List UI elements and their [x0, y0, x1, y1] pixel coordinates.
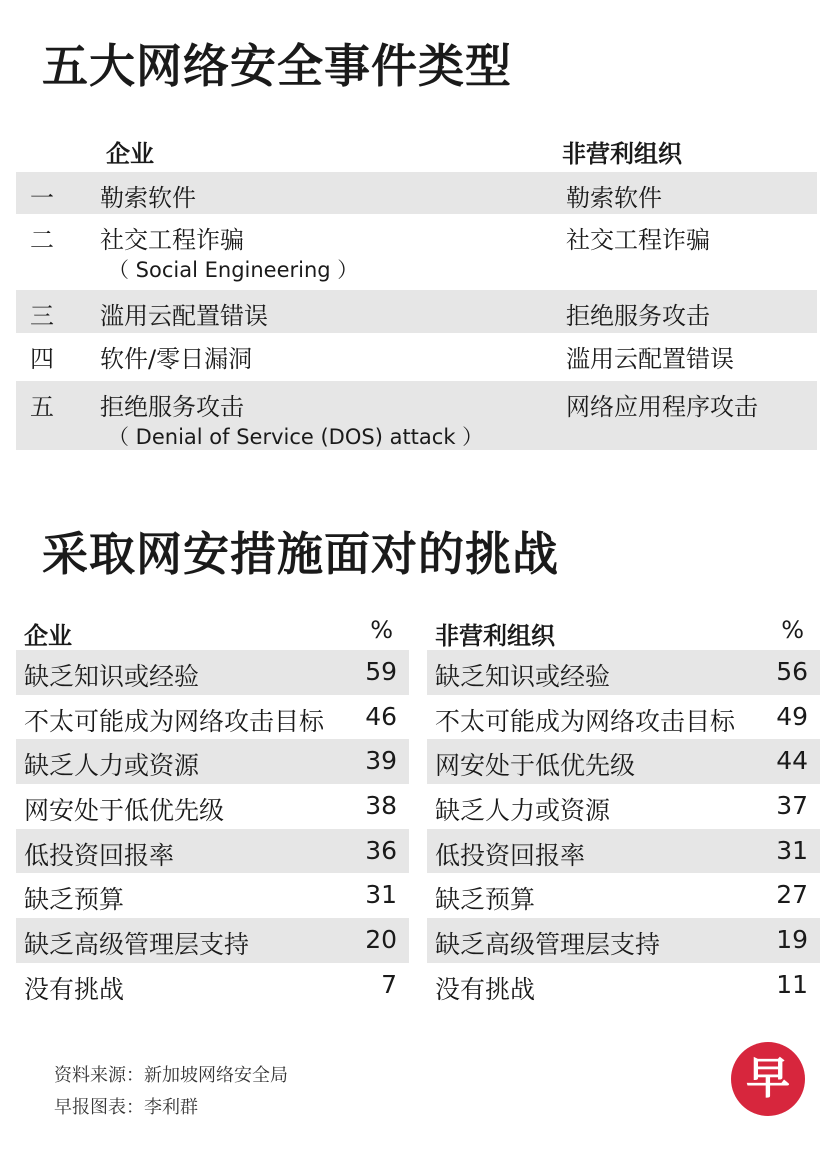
challenge-value: 44 — [776, 746, 808, 776]
table-row — [427, 695, 820, 740]
enterprise-incident-english: （ Social Engineering ） — [108, 258, 359, 282]
challenges-table-enterprise — [16, 614, 409, 1008]
col-header-nonprofit: 非营利组织 — [562, 140, 682, 168]
table-header — [427, 614, 820, 650]
challenge-value: 20 — [365, 925, 397, 955]
table-row — [427, 829, 820, 874]
header-label: 企业 — [24, 622, 72, 650]
challenge-label: 低投资回报率 — [435, 840, 586, 870]
table-row — [16, 963, 409, 1008]
challenge-value: 31 — [776, 835, 808, 865]
challenge-value: 59 — [365, 657, 397, 686]
table-row — [16, 739, 409, 784]
credit-note: 早报图表：李利群 — [54, 1097, 198, 1118]
challenge-label: 网安处于低优先级 — [435, 751, 636, 781]
table-row — [427, 784, 820, 829]
col-header-enterprise: 企业 — [106, 140, 154, 168]
nonprofit-incident: 社交工程诈骗 — [566, 226, 710, 254]
table-row — [427, 873, 820, 918]
challenge-value: 27 — [776, 880, 808, 910]
challenge-label: 缺乏高级管理层支持 — [435, 930, 661, 960]
challenge-label: 不太可能成为网络攻击目标 — [435, 706, 736, 736]
rank-label: 五 — [30, 393, 54, 421]
enterprise-incident: 社交工程诈骗 — [100, 226, 244, 254]
challenge-value: 46 — [365, 701, 397, 731]
source-note: 资料来源：新加坡网络安全局 — [54, 1065, 288, 1086]
challenge-label: 缺乏人力或资源 — [24, 751, 200, 781]
table-row — [16, 829, 409, 874]
challenge-value: 7 — [381, 969, 397, 999]
enterprise-incident: 滥用云配置错误 — [100, 302, 268, 330]
challenge-value: 49 — [776, 701, 808, 731]
rank-label: 一 — [30, 184, 54, 212]
challenge-value: 38 — [365, 791, 397, 821]
table-row — [427, 963, 820, 1008]
challenge-label: 缺乏高级管理层支持 — [24, 930, 250, 960]
enterprise-incident: 拒绝服务攻击 — [100, 393, 244, 421]
incident-row — [16, 290, 817, 333]
incident-row — [16, 381, 817, 450]
challenges-table-nonprofit — [427, 614, 820, 1008]
challenge-value: 31 — [365, 880, 397, 910]
table-row — [16, 784, 409, 829]
challenge-label: 网安处于低优先级 — [24, 796, 225, 826]
percent-label: % — [781, 616, 804, 644]
enterprise-incident: 勒索软件 — [100, 184, 196, 212]
page-title-incident-types: 五大网络安全事件类型 — [42, 39, 512, 93]
rank-label: 四 — [30, 345, 54, 373]
table-row — [427, 650, 820, 695]
table-row — [16, 650, 409, 695]
nonprofit-incident: 拒绝服务攻击 — [566, 302, 710, 330]
challenge-value: 37 — [776, 791, 808, 821]
challenge-value: 11 — [776, 969, 808, 999]
section-title-challenges: 采取网安措施面对的挑战 — [42, 527, 559, 581]
incident-row — [16, 172, 817, 214]
percent-label: % — [370, 616, 393, 644]
table-row — [427, 918, 820, 963]
table-header — [16, 614, 409, 650]
enterprise-incident: 软件/零日漏洞 — [100, 345, 253, 373]
rank-label: 二 — [30, 226, 54, 254]
nonprofit-incident: 网络应用程序攻击 — [566, 393, 758, 421]
challenge-label: 缺乏知识或经验 — [24, 662, 200, 691]
challenge-label: 缺乏预算 — [435, 885, 536, 915]
challenge-value: 56 — [776, 657, 808, 686]
challenge-value: 36 — [365, 835, 397, 865]
table-row — [16, 695, 409, 740]
challenge-label: 没有挑战 — [24, 974, 125, 1004]
incident-row — [16, 333, 817, 381]
challenge-label: 没有挑战 — [435, 974, 536, 1004]
table-row — [16, 873, 409, 918]
enterprise-incident-english: （ Denial of Service (DOS) attack ） — [108, 425, 484, 449]
challenge-label: 不太可能成为网络攻击目标 — [24, 706, 325, 736]
rank-label: 三 — [30, 302, 54, 330]
nonprofit-incident: 勒索软件 — [566, 184, 662, 212]
challenge-label: 缺乏预算 — [24, 885, 125, 915]
table-row — [427, 739, 820, 784]
nonprofit-incident: 滥用云配置错误 — [566, 345, 734, 373]
header-label: 非营利组织 — [435, 622, 555, 650]
incident-row — [16, 214, 817, 290]
challenge-value: 19 — [776, 925, 808, 955]
zaobao-logo-icon: 早 — [731, 1042, 805, 1116]
challenge-value: 39 — [365, 746, 397, 776]
table-row — [16, 918, 409, 963]
challenge-label: 缺乏知识或经验 — [435, 662, 611, 691]
challenge-label: 缺乏人力或资源 — [435, 796, 611, 826]
challenge-label: 低投资回报率 — [24, 840, 175, 870]
